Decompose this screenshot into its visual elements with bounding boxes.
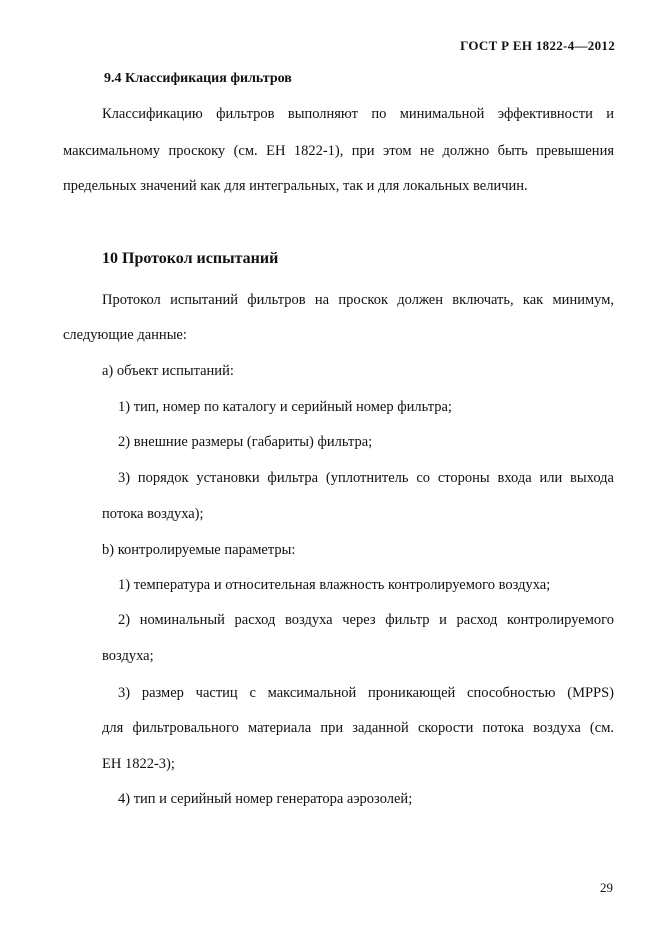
item-b-2-line-2: воздуха; <box>102 648 154 664</box>
section-9-4-line-2: максимальному проскоку (см. ЕН 1822-1), при этом не должно быть превышения <box>63 143 614 159</box>
item-b-3-line-2: для фильтровального материала при заданной скорости потока воздуха (см. <box>102 720 614 736</box>
item-b: b) контролируемые параметры: <box>102 542 296 558</box>
section-9-4-line-1: Классификацию фильтров выполняют по минимальной эффективности и <box>102 106 614 122</box>
item-b-2-line-1: 2) номинальный расход воздуха через фильтр и расход контролируемого <box>118 612 614 628</box>
item-a-3-line-2: потока воздуха); <box>102 506 204 522</box>
page-number: 29 <box>600 880 613 895</box>
item-b-3-line-3: ЕН 1822-3); <box>102 756 175 772</box>
item-a-3-line-1: 3) порядок установки фильтра (уплотнитель со стороны входа или выхода <box>118 470 614 486</box>
section-10-intro-line-1: Протокол испытаний фильтров на проскок должен включать, как минимум, <box>102 292 614 308</box>
item-b-3-line-1: 3) размер частиц с максимальной проникающей способностью (MPPS) <box>118 685 614 701</box>
item-b-1: 1) температура и относительная влажность контролируемого воздуха; <box>118 577 551 593</box>
item-a-2: 2) внешние размеры (габариты) фильтра; <box>118 434 373 450</box>
item-a: a) объект испытаний: <box>102 363 234 379</box>
section-10-intro-line-2: следующие данные: <box>63 327 187 343</box>
section-10-title: 10 Протокол испытаний <box>102 250 279 267</box>
document-header: ГОСТ Р ЕН 1822-4—2012 <box>460 38 615 53</box>
section-9-4-line-3: предельных значений как для интегральных, так и для локальных величин. <box>63 178 528 194</box>
section-9-4-title: 9.4 Классификация фильтров <box>104 71 292 86</box>
item-b-4: 4) тип и серийный номер генератора аэрозолей; <box>118 791 413 807</box>
item-a-1: 1) тип, номер по каталогу и серийный номер фильтра; <box>118 399 452 415</box>
